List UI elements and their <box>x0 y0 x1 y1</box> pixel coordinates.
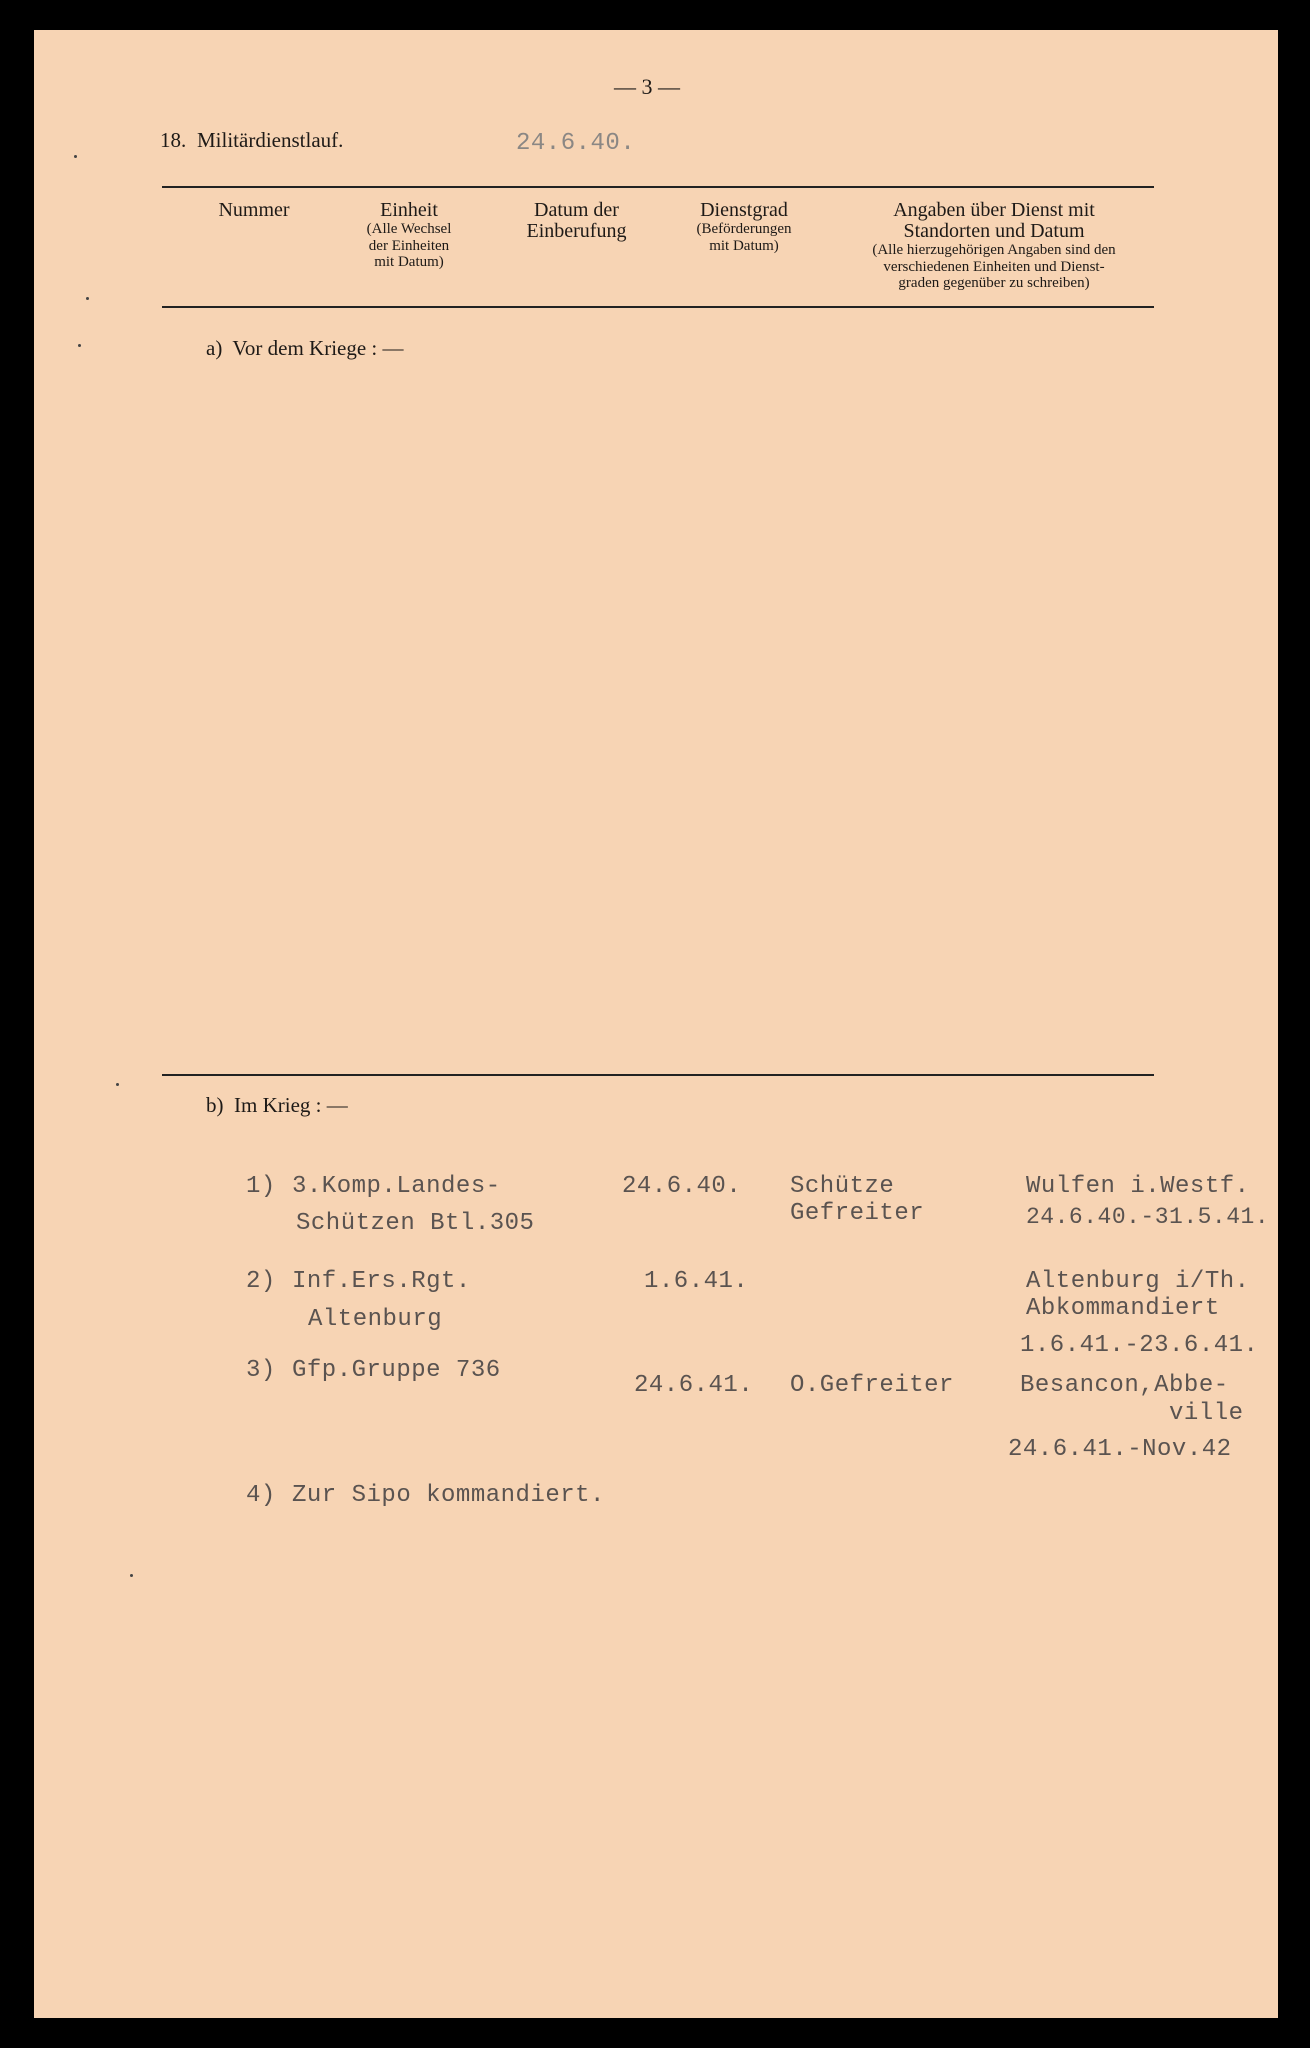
paper-speck <box>78 344 81 347</box>
paper-speck <box>130 1574 133 1577</box>
entry-unit-line: Altenburg <box>308 1306 443 1333</box>
entry-unit-line: Zur Sipo kommandiert. <box>292 1482 605 1509</box>
entry-detail-line: 24.6.41.-Nov.42 <box>1008 1436 1232 1463</box>
entry-detail-line: 24.6.40.-31.5.41. <box>1026 1204 1270 1230</box>
entry-number: 1) <box>246 1173 276 1200</box>
entry-date: 1.6.41. <box>644 1268 749 1295</box>
paper-speck <box>86 297 89 300</box>
header-angaben: Angaben über Dienst mit Standorten und Datum (Alle hierzugehörigen Angaben sind den verschiedenen Einheiten und Dienst- graden gegenüber zu schreiben) <box>872 199 1116 291</box>
entry-detail-line: Besancon,Abbe- <box>1020 1372 1229 1399</box>
entry-detail-line: 1.6.41.-23.6.41. <box>1020 1332 1259 1359</box>
entry-rank-line: O.Gefreiter <box>790 1372 954 1399</box>
section-a-label: a) Vor dem Kriege : — <box>206 336 404 360</box>
entry-number: 4) <box>246 1482 276 1509</box>
table-top-rule <box>162 186 1154 188</box>
section-divider-rule <box>162 1074 1154 1076</box>
entry-date: 24.6.40. <box>622 1173 742 1200</box>
entry-detail-line: Altenburg i/Th. <box>1026 1268 1250 1295</box>
entry-unit-line: Schützen Btl.305 <box>296 1210 535 1237</box>
handwritten-date: 24.6.40. <box>516 130 636 157</box>
entry-rank-line: Schütze <box>790 1173 895 1200</box>
entry-date: 24.6.41. <box>634 1372 754 1399</box>
section-b-label: b) Im Krieg : — <box>206 1093 348 1117</box>
entry-number: 2) <box>246 1268 276 1295</box>
entry-unit-line: 3.Komp.Landes- <box>292 1173 501 1200</box>
paper-speck <box>116 1083 119 1086</box>
table-header-bottom-rule <box>162 306 1154 308</box>
entry-rank-line: Gefreiter <box>790 1200 925 1227</box>
entry-detail-line: Abkommandiert <box>1026 1295 1220 1322</box>
header-einheit: Einheit (Alle Wechsel der Einheiten mit Datum) <box>366 199 452 270</box>
page-number: — 3 — <box>614 74 680 99</box>
entry-detail-line: Wulfen i.Westf. <box>1026 1173 1250 1200</box>
entry-unit-line: Gfp.Gruppe 736 <box>292 1357 501 1384</box>
document-page <box>34 30 1278 2018</box>
section-title: Militärdienstlauf. <box>197 128 344 152</box>
entry-detail-line: ville <box>1169 1400 1244 1427</box>
entry-number: 3) <box>246 1357 276 1384</box>
section-number: 18. <box>160 128 187 152</box>
entry-unit-line: Inf.Ers.Rgt. <box>292 1268 471 1295</box>
header-nummer: Nummer <box>218 199 290 221</box>
paper-speck <box>74 155 77 158</box>
header-datum: Datum der Einberufung <box>526 199 627 242</box>
header-dienstgrad: Dienstgrad (Beförderungen mit Datum) <box>696 199 792 254</box>
